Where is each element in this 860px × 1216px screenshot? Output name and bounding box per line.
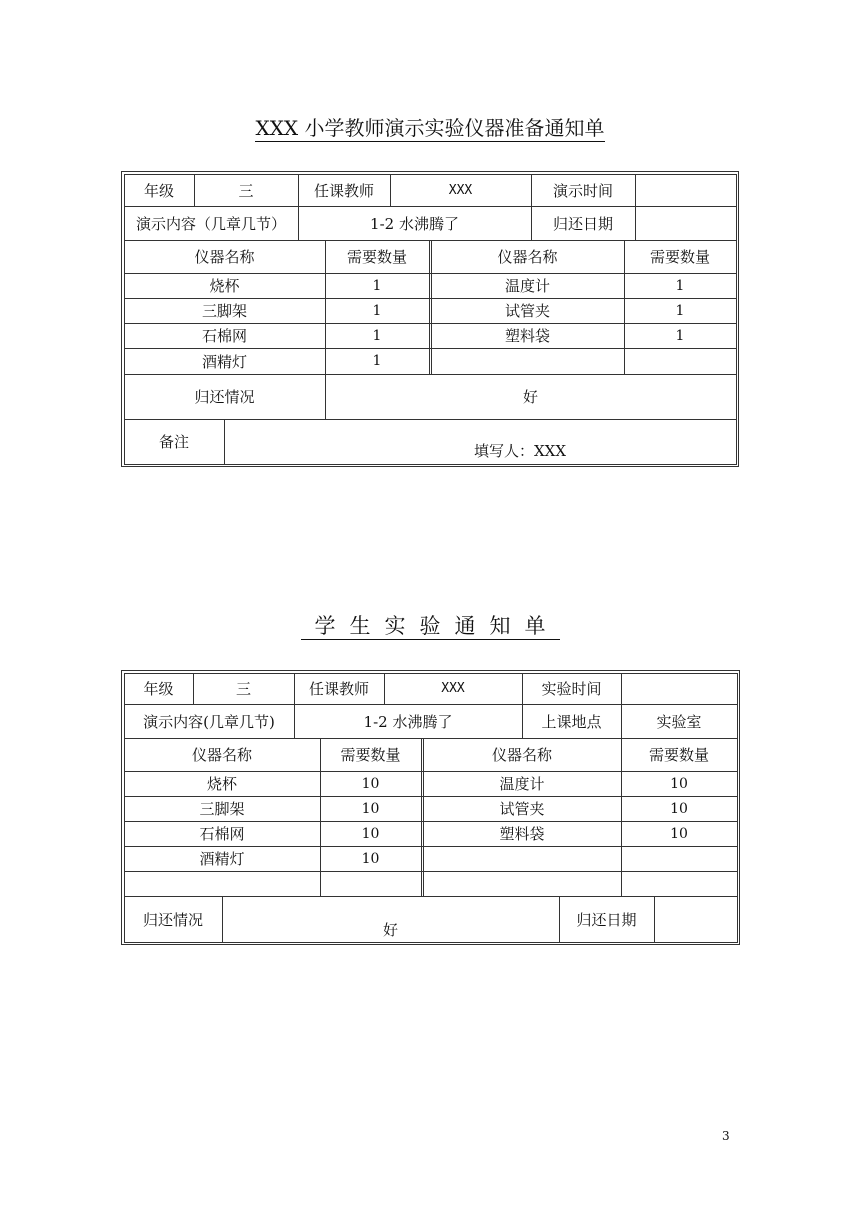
return-date-value xyxy=(654,896,737,942)
return-status-value: 好 xyxy=(382,921,398,939)
content-value: 1-2 水沸腾了 xyxy=(370,214,459,233)
header-quantity: 需要数量 xyxy=(346,248,407,266)
equipment-name: 塑料袋 xyxy=(504,327,550,345)
equipment-name: 酒精灯 xyxy=(201,352,247,371)
class-location-label: 上课地点 xyxy=(541,712,602,731)
remark-label: 备注 xyxy=(158,433,189,451)
equipment-name xyxy=(431,348,624,374)
teacher-label: 任课教师 xyxy=(313,181,374,200)
equipment-name: 塑料袋 xyxy=(499,825,545,843)
equipment-quantity: 1 xyxy=(372,327,382,344)
equipment-name: 烧杯 xyxy=(206,775,237,793)
teacher-value: XXX xyxy=(441,681,465,696)
filler-name: 填写人：XXX xyxy=(473,442,567,460)
equipment-name: 酒精灯 xyxy=(199,850,245,868)
equipment-name: 烧杯 xyxy=(209,277,240,295)
experiment-time-label: 实验时间 xyxy=(541,680,602,698)
page-number: 3 xyxy=(722,1129,730,1143)
equipment-name: 石棉网 xyxy=(199,825,245,843)
equipment-quantity: 1 xyxy=(372,277,382,294)
equipment-quantity: 1 xyxy=(675,302,685,319)
grade-value: 三 xyxy=(238,181,254,200)
grade-label: 年级 xyxy=(143,181,174,200)
content-label: 演示内容（几章几节） xyxy=(135,214,286,233)
experiment-time-value xyxy=(621,673,737,704)
grade-label: 年级 xyxy=(143,680,174,698)
header-quantity: 需要数量 xyxy=(649,248,710,266)
teacher-value: XXX xyxy=(448,182,473,198)
equipment-name: 温度计 xyxy=(504,277,550,295)
equipment-quantity: 1 xyxy=(675,327,685,344)
equipment-quantity: 1 xyxy=(372,302,382,319)
return-date-label: 归还日期 xyxy=(576,910,637,929)
content-label: 演示内容(几章几节) xyxy=(143,712,275,731)
return-status-label: 归还情况 xyxy=(194,388,255,406)
equipment-name: 试管夹 xyxy=(504,302,550,320)
equipment-quantity: 10 xyxy=(670,800,688,817)
equipment-name: 石棉网 xyxy=(201,327,247,345)
equipment-quantity: 10 xyxy=(361,850,380,867)
form1-title: XXX 小学教师演示实验仪器准备通知单 xyxy=(255,116,605,140)
demo-time-value xyxy=(635,174,736,206)
content-value: 1-2 水沸腾了 xyxy=(363,712,453,731)
equipment-name xyxy=(423,846,621,871)
demo-time-label: 演示时间 xyxy=(552,181,613,200)
equipment-quantity: 10 xyxy=(361,800,380,817)
equipment-quantity: 10 xyxy=(361,775,380,792)
header-quantity: 需要数量 xyxy=(340,746,401,764)
class-location-value: 实验室 xyxy=(656,712,702,731)
equipment-quantity: 1 xyxy=(675,277,685,294)
equipment-quantity xyxy=(621,846,737,871)
equipment-name xyxy=(423,871,621,896)
return-date-label: 归还日期 xyxy=(552,214,613,233)
equipment-quantity: 10 xyxy=(361,825,380,842)
header-equipment-name: 仪器名称 xyxy=(491,746,552,764)
equipment-quantity xyxy=(624,348,736,374)
equipment-quantity: 10 xyxy=(670,825,688,842)
equipment-name: 试管夹 xyxy=(499,800,545,818)
equipment-name: 三脚架 xyxy=(199,800,245,818)
form2-title: 学生实验通知单 xyxy=(0,610,860,640)
teacher-label: 任课教师 xyxy=(308,680,369,698)
return-status-label: 归还情况 xyxy=(142,910,203,929)
equipment-quantity xyxy=(320,871,421,896)
equipment-name xyxy=(124,871,320,896)
return-status-value: 好 xyxy=(522,388,538,406)
header-equipment-name: 仪器名称 xyxy=(194,248,255,266)
header-equipment-name: 仪器名称 xyxy=(497,248,558,266)
equipment-name: 三脚架 xyxy=(201,302,247,320)
header-equipment-name: 仪器名称 xyxy=(191,746,252,764)
equipment-name: 温度计 xyxy=(499,775,545,793)
header-quantity: 需要数量 xyxy=(648,746,709,764)
equipment-quantity: 10 xyxy=(670,775,688,792)
equipment-quantity: 1 xyxy=(372,353,382,369)
return-date-value xyxy=(635,206,736,240)
equipment-quantity xyxy=(621,871,737,896)
grade-value: 三 xyxy=(235,680,251,698)
